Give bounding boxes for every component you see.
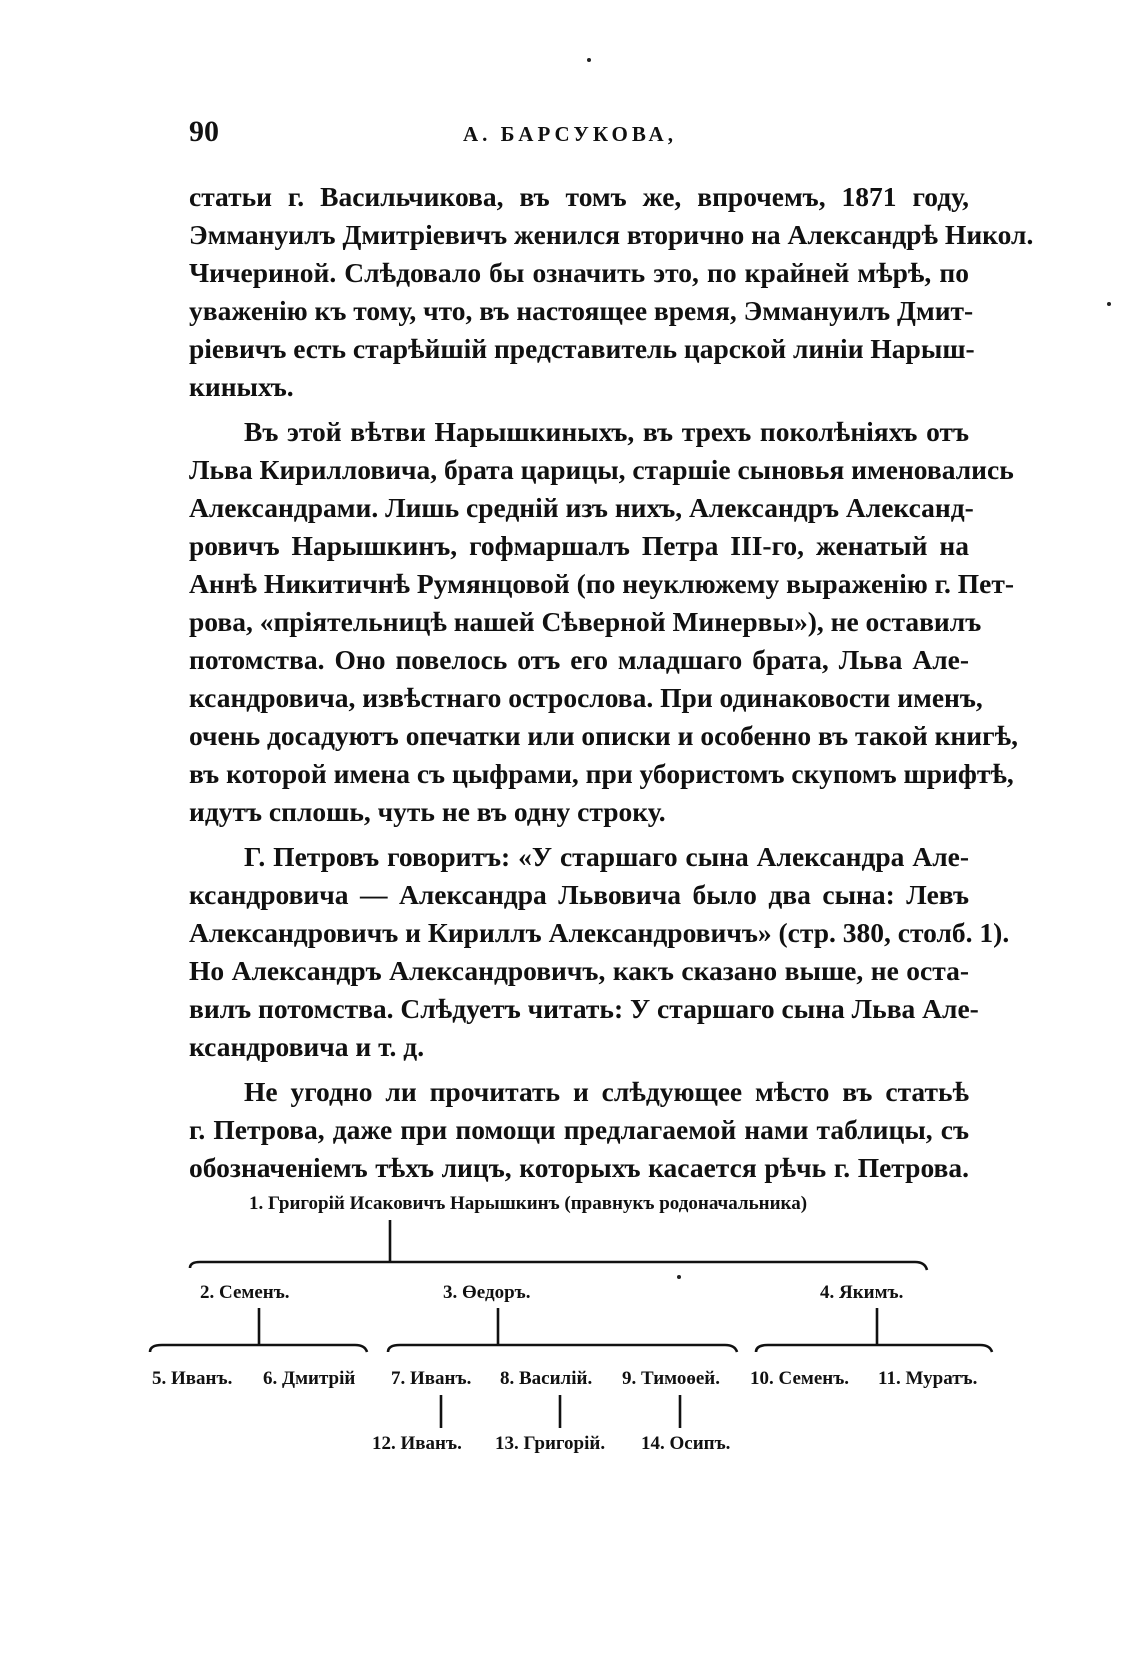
text-line: уваженію къ тому, что, въ настоящее время, Эммануилъ Дмит- <box>189 295 974 326</box>
text-line: ксандровича, извѣстнаго острослова. При одинаковости именъ, <box>189 682 983 713</box>
text-line: ксандровича — Александра Львовича было два сына: Левъ <box>189 879 969 910</box>
print-speck <box>677 1275 681 1279</box>
text-line: Аннѣ Никитичнѣ Румянцовой (по неуклюжему выраженію г. Пет- <box>189 568 1015 599</box>
text-line: Г. Петровъ говоритъ: «У старшаго сына Александра Але- <box>244 841 969 872</box>
node-osip: 14. Осипъ. <box>641 1433 731 1454</box>
page-number: 90 <box>189 115 219 148</box>
text-line: идутъ сплошь, чуть не въ одну строку. <box>189 796 666 827</box>
print-speck <box>1107 302 1111 306</box>
node-vasiliy: 8. Василій. <box>500 1368 593 1389</box>
node-semen-10: 10. Семенъ. <box>750 1368 850 1389</box>
text-line: г. Петрова, даже при помощи предлагаемой нами таблицы, съ <box>189 1114 969 1145</box>
text-line: обозначеніемъ тѣхъ лицъ, которыхъ касается рѣчь г. Петрова. <box>189 1152 969 1183</box>
node-dmitriy: 6. Дмитрій <box>263 1368 356 1389</box>
running-head: А. БАРСУКОВА, <box>463 122 677 146</box>
connector-bar <box>756 1345 992 1352</box>
text-line: Льва Кирилловича, брата царицы, старшіе сыновья именовались <box>189 454 1014 485</box>
text-line: въ которой имена съ цыфрами, при убористомъ скупомъ шрифтѣ, <box>189 758 1014 789</box>
connector-bar <box>190 1262 927 1270</box>
text-line: потомства. Оно повелось отъ его младшаго брата, Льва Але- <box>189 644 969 675</box>
node-fedor: 3. Өедоръ. <box>443 1282 531 1303</box>
node-ivan-7: 7. Иванъ. <box>391 1368 472 1389</box>
node-grigoriy: 1. Григорій Исаковичъ Нарышкинъ (правнукъ родоначальника) <box>249 1193 808 1214</box>
text-line: статьи г. Васильчикова, въ томъ же, впрочемъ, 1871 году, <box>189 181 969 212</box>
node-yakim: 4. Якимъ. <box>820 1282 904 1303</box>
node-grigoriy-13: 13. Григорій. <box>495 1433 606 1454</box>
text-line: Но Александръ Александровичъ, какъ сказано выше, не оста- <box>189 955 969 986</box>
node-ivan-5: 5. Иванъ. <box>152 1368 233 1389</box>
text-line: ровичъ Нарышкинъ, гофмаршалъ Петра III-го, женатый на <box>189 530 969 561</box>
text-line: Александровичъ и Кириллъ Александровичъ» (стр. 380, столб. 1). <box>189 917 1010 948</box>
text-line: рова, «пріятельницѣ нашей Сѣверной Минервы»), не оставилъ <box>189 606 982 637</box>
text-line: Александрами. Лишь средній изъ нихъ, Александръ Александ- <box>189 492 974 523</box>
node-murat: 11. Муратъ. <box>878 1368 978 1389</box>
node-ivan-12: 12. Иванъ. <box>372 1433 462 1454</box>
text-line: Чичериной. Слѣдовало бы означить это, по крайней мѣрѣ, по <box>189 257 969 288</box>
node-semen: 2. Семенъ. <box>200 1282 290 1303</box>
text-line: ксандровича и т. д. <box>189 1031 425 1062</box>
text-line: киныхъ. <box>189 371 294 402</box>
text-line: Эммануилъ Дмитріевичъ женился вторично на Александрѣ Никол. <box>189 219 1034 250</box>
text-line: вилъ потомства. Слѣдуетъ читать: У старшаго сына Льва Але- <box>189 993 979 1024</box>
connector-bar <box>150 1345 367 1352</box>
print-speck <box>587 58 591 62</box>
node-timofey: 9. Тимоөей. <box>622 1368 720 1389</box>
text-line: Не угодно ли прочитать и слѣдующее мѣсто въ статьѣ <box>244 1076 969 1107</box>
text-line: очень досадуютъ опечатки или описки и особенно въ такой книгѣ, <box>189 720 1018 751</box>
text-line: ріевичъ есть старѣйшій представитель царской линіи Нарыш- <box>189 333 975 364</box>
text-line: Въ этой вѣтви Нарышкиныхъ, въ трехъ поколѣніяхъ отъ <box>244 416 969 447</box>
connector-bar <box>388 1345 737 1352</box>
